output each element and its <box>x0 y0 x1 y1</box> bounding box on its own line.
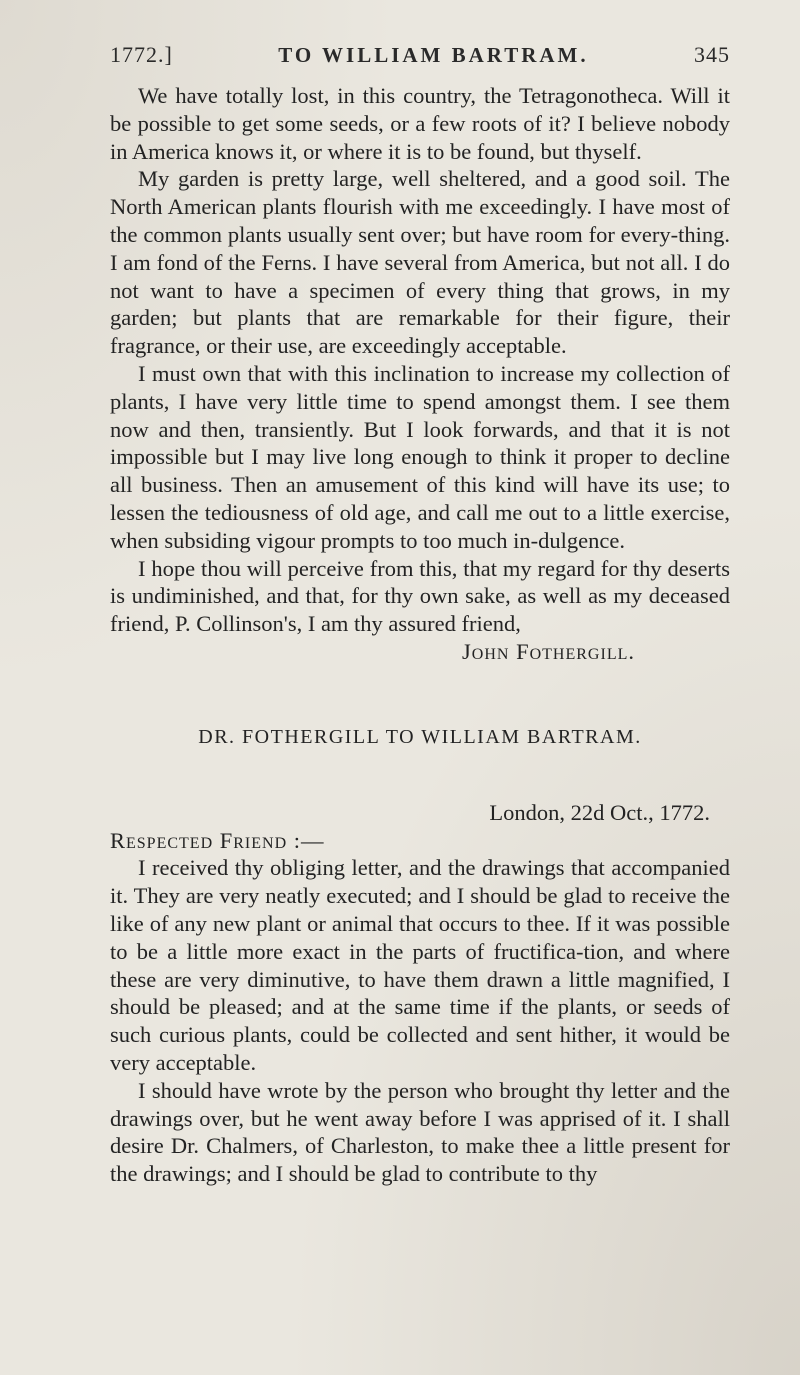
paragraph-4: I hope thou will perceive from this, that my regard for thy deserts is undiminished, and that, for thy own sake, as well as my deceased friend, P. Collinson's, I am thy assured friend, <box>110 555 730 637</box>
running-head-year: 1772.] <box>110 42 173 67</box>
letter-heading: DR. FOTHERGILL TO WILLIAM BARTRAM. <box>198 725 642 748</box>
running-head-title: TO WILLIAM BARTRAM. <box>278 43 589 67</box>
signature: John Fothergill. <box>462 638 635 664</box>
paragraph-3: I must own that with this inclination to increase my collection of plants, I have very little time to spend amongst them. I see them now and then, transiently. But I look forwards, and that it is not impossible but I may live long enough to think it proper to decline all business. Then an amusement of this kind will have its use; to lessen the tediousness of old age, and call me out to a little exercise, when subsiding vigour prompts to too much in-dulgence. <box>110 360 730 553</box>
salutation: Respected Friend :— <box>110 827 325 853</box>
paragraph-1: We have totally lost, in this country, the Tetragonotheca. Will it be possible to get some seeds, or a few roots of it? I believe nobody in America knows it, or where it is to be found, but thyself. <box>110 83 730 164</box>
running-head <box>110 42 730 68</box>
page-number: 345 <box>693 42 730 67</box>
letter2-paragraph-1: I received thy obliging letter, and the drawings that accompanied it. They are very neatly executed; and I should be glad to receive the like of any new plant or animal that occurs to thee. If it was possible to be a little more exact in the parts of fructifica-tion, and where these are very diminutive, to have them drawn a little magnified, I should be pleased; and at the same time if the plants, or seeds of such curious plants, could be collected and sent hither, it would be very acceptable. <box>110 855 730 1075</box>
dateline: London, 22d Oct., 1772. <box>489 799 710 825</box>
paragraph-2: My garden is pretty large, well sheltered, and a good soil. The North American plants flourish with me exceedingly. I have most of the common plants usually sent over; but have room for every-thing. I am fond of the Ferns. I have several from America, but not all. I do not want to have a specimen of every thing that grows, in my garden; but plants that are remarkable for their figure, their fragrance, or their use, are exceedingly acceptable. <box>110 166 730 359</box>
letter2-paragraph-2: I should have wrote by the person who brought thy letter and the drawings over, but he went away before I was apprised of it. I shall desire Dr. Chalmers, of Charleston, to make thee a little present for the drawings; and I should be glad to contribute to thy <box>110 1077 730 1187</box>
